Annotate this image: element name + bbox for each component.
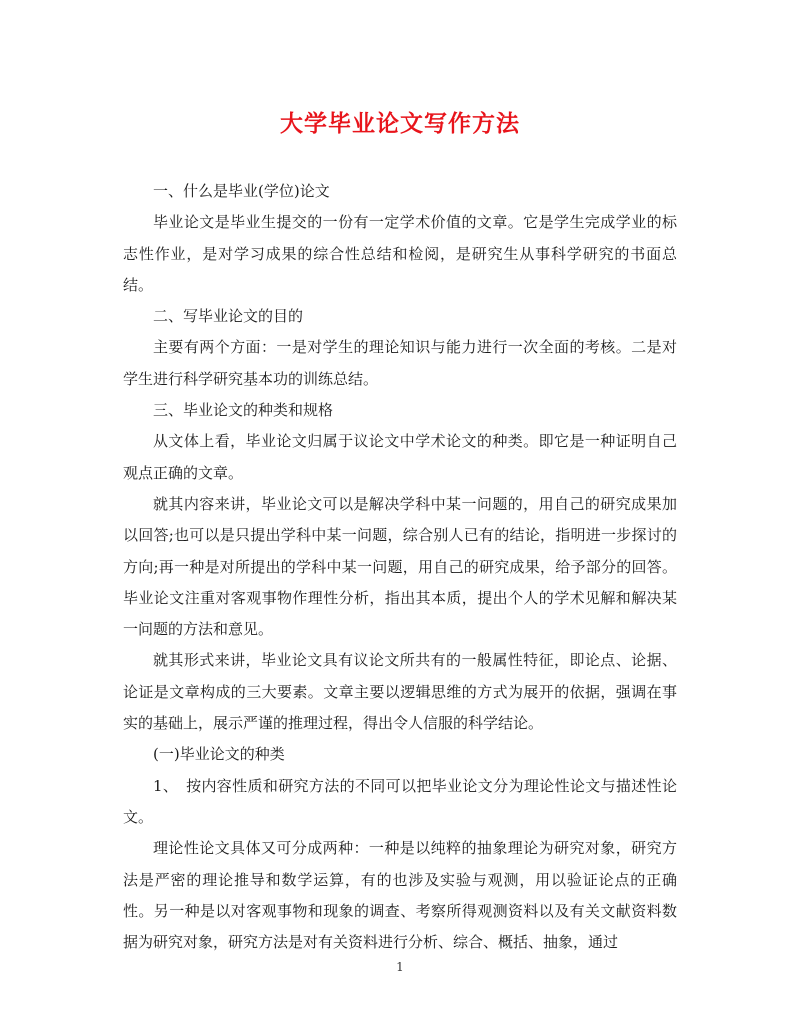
body-paragraph: 就其形式来讲，毕业论文具有议论文所共有的一般属性特征，即论点、论据、论证是文章构成的三大要素。文章主要以逻辑思维的方式为展开的依据，强调在事实的基础上，展示严谨的推理过程，得出令人信服的科学结论。 — [123, 651, 677, 733]
body-paragraph: 就其内容来讲，毕业论文可以是解决学科中某一问题的，用自己的研究成果加以回答;也可以是只提出学科中某一问题，综合别人已有的结论，指明进一步探讨的方向;再一种是对所提出的学科中某一问题，用自己的研究成果，给予部分的回答。毕业论文注重对客观事物作理性分析，指出其本质，提出个人的学术见解和解决某一问题的方法和意见。 — [123, 494, 677, 639]
section-heading: 一、什么是毕业(学位)论文 — [153, 182, 330, 200]
numbered-paragraph: 1、 按内容性质和研究方法的不同可以把毕业论文分为理论性论文与描述性论文。 — [123, 776, 677, 826]
subsection-heading: (一)毕业论文的种类 — [153, 745, 285, 764]
section-heading: 二、写毕业论文的目的 — [153, 307, 304, 326]
section-heading: 三、毕业论文的种类和规格 — [153, 401, 334, 420]
body-paragraph: 毕业论文是毕业生提交的一份有一定学术价值的文章。它是学生完成学业的标志性作业，是对学习成果的综合性总结和检阅，是研究生从事科学研究的书面总结。 — [123, 213, 677, 294]
body-paragraph: 从文体上看，毕业论文归属于议论文中学术论文的种类。即它是一种证明自己观点正确的文章。 — [123, 432, 677, 482]
body-paragraph: 理论性论文具体又可分成两种：一种是以纯粹的抽象理论为研究对象，研究方法是严密的理论推导和数学运算，有的也涉及实验与观测，用以验证论点的正确性。另一种是以对客观事物和现象的调查、考察所得观测资料以及有关文献资料数据为研究对象，研究方法是对有关资料进行分析、综合、概括、抽象，通过 — [123, 839, 677, 952]
document-title: 大学毕业论文写作方法 — [280, 110, 520, 137]
document-body — [123, 176, 677, 958]
body-paragraph: 主要有两个方面：一是对学生的理论知识与能力进行一次全面的考核。二是对学生进行科学研究基本功的训练总结。 — [123, 338, 677, 388]
page-number: 1 — [396, 960, 404, 974]
